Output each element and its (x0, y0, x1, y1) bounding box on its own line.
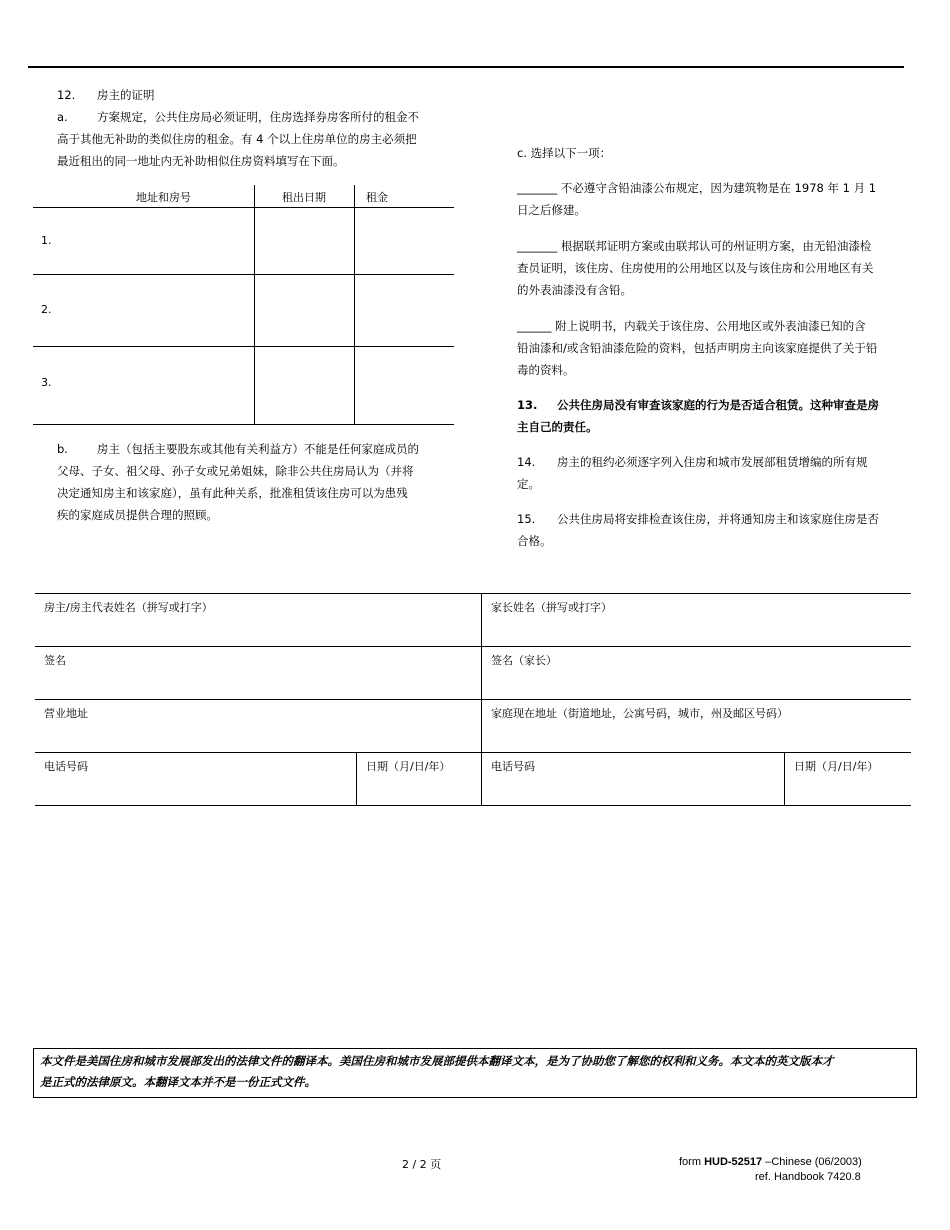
option-3-line-1: ______ 附上说明书，内载关于该住房、公用地区或外表油漆已知的含 (517, 319, 866, 333)
date-label: 日期（月/日/年） (794, 760, 879, 773)
owner-signature-field[interactable] (35, 647, 481, 699)
item-15 (517, 508, 912, 552)
b-line-3: 决定通知房主和该家庭），虽有此种关系，批准租赁该住房可以为患残 (57, 486, 408, 500)
translation-disclaimer (33, 1048, 917, 1098)
item-15-line-1: 公共住房局将安排检查该住房，并将通知房主和该家庭住房是否 (557, 512, 879, 526)
head-phone-field[interactable] (481, 753, 785, 805)
owner-name-label: 房主/房主代表姓名（拼写或打字） (44, 601, 213, 614)
date-label: 日期（月/日/年） (366, 760, 451, 773)
owner-name-field[interactable] (35, 594, 481, 646)
item-14-line-1: 房主的租约必须逐字列入住房和城市发展部租赁增编的所有规 (557, 455, 868, 469)
item-15-number: 15. (517, 512, 536, 526)
option-1-line-1: _______ 不必遵守含铅油漆公布规定，因为建筑物是在 1978 年 1 月 1 (517, 181, 877, 195)
form-row (35, 700, 911, 753)
head-name-label: 家长姓名（拼写或打字） (491, 601, 612, 614)
business-address-field[interactable] (35, 700, 481, 752)
form-id (679, 1156, 862, 1168)
business-address-label: 营业地址 (44, 707, 88, 720)
family-address-label: 家庭现在地址（街道地址，公寓号码，城市，州及邮区号码） (491, 707, 788, 720)
page-number: 2 / 2 页 (402, 1158, 442, 1171)
table-row[interactable] (33, 347, 454, 425)
option-2-line-1: _______ 根据联邦证明方案或由联邦认可的州证明方案，由无铅油漆检 (517, 239, 872, 253)
head-signature-field[interactable] (481, 647, 911, 699)
header-address: 地址和房号 (136, 191, 191, 204)
section-number: 12. (57, 88, 76, 102)
head-signature-label: 签名（家长） (491, 654, 557, 667)
phone-label: 电话号码 (44, 760, 88, 773)
owner-phone-field[interactable] (35, 753, 356, 805)
form-row (35, 594, 911, 647)
form-row (35, 647, 911, 700)
item-13 (517, 394, 912, 438)
disclaimer-line-2: 是正式的法律原文。本翻译文本并不是一份正式文件。 (40, 1075, 316, 1089)
lead-option-disclosure[interactable] (517, 315, 912, 381)
table-row[interactable] (33, 207, 454, 275)
owner-date-field[interactable] (356, 753, 482, 805)
row-number: 3. (41, 376, 52, 389)
item-13-number: 13. (517, 398, 538, 412)
table-header (33, 185, 454, 208)
b-line-1: 房主（包括主要股东或其他有关利益方）不能是任何家庭成员的 (97, 442, 419, 456)
option-3-line-3: 毒的资料。 (517, 363, 575, 377)
item-14-number: 14. (517, 455, 536, 469)
option-2-line-3: 的外表油漆没有含铅。 (517, 283, 632, 297)
a-line-2: 高于其他无补助的类似住房的租金。有 4 个以上住房单位的房主必须把 (57, 132, 417, 146)
comparable-units-table (33, 185, 454, 425)
item-14-line-2: 定。 (517, 477, 540, 491)
section-title: 房主的证明 (97, 88, 155, 102)
b-line-4: 疾的家庭成员提供合理的照顾。 (57, 508, 218, 522)
section-12-heading (57, 87, 155, 103)
option-2-line-2: 查员证明，该住房、住房使用的公用地区以及与该住房和公用地区有关 (517, 261, 874, 275)
table-row[interactable] (33, 275, 454, 347)
head-name-field[interactable] (481, 594, 911, 646)
disclaimer-line-1: 本文件是美国住房和城市发展部发出的法律文件的翻译本。美国住房和城市发展部提供本翻译文本，是为了协助您了解您的权利和义务。本文本的英文版本才 (40, 1054, 834, 1068)
form-suffix: –Chinese (06/2003) (762, 1156, 862, 1168)
header-rent: 租金 (366, 191, 388, 204)
item-13-line-2: 主自己的责任。 (517, 420, 598, 434)
lead-option-certified[interactable] (517, 235, 912, 301)
form-prefix: form (679, 1156, 705, 1168)
section-12b (57, 438, 457, 526)
header-date-rented: 租出日期 (282, 191, 326, 204)
item-14 (517, 451, 912, 495)
phone-label: 电话号码 (491, 760, 535, 773)
item-13-line-1: 公共住房局没有审查该家庭的行为是否适合租赁。这种审查是房 (557, 398, 879, 412)
row-number: 2. (41, 303, 52, 316)
item-label-a: a. (57, 110, 68, 124)
item-label-b: b. (57, 442, 68, 456)
family-address-field[interactable] (481, 700, 911, 752)
signature-label: 签名 (44, 654, 66, 667)
form-row (35, 753, 911, 806)
signature-form (35, 593, 911, 806)
row-number: 1. (41, 234, 52, 247)
lead-option-exempt[interactable] (517, 177, 912, 221)
top-rule (28, 66, 904, 68)
a-line-1: 方案规定，公共住房局必须证明，住房选择券房客所付的租金不 (97, 110, 419, 124)
section-12a (57, 106, 457, 172)
a-line-3: 最近租出的同一地址内无补助相似住房资料填写在下面。 (57, 154, 345, 168)
form-code: HUD-52517 (704, 1156, 763, 1168)
handbook-ref: ref. Handbook 7420.8 (755, 1171, 861, 1183)
item-15-line-2: 合格。 (517, 534, 552, 548)
b-line-2: 父母、子女、祖父母、孙子女或兄弟姐妹，除非公共住房局认为（并将 (57, 464, 414, 478)
section-c-title: c. 选择以下一项： (517, 146, 612, 160)
head-date-field[interactable] (784, 753, 911, 805)
option-1-line-2: 日之后修建。 (517, 203, 586, 217)
option-3-line-2: 铅油漆和/或含铅油漆危险的资料，包括声明房主向该家庭提供了关于铅 (517, 341, 878, 355)
